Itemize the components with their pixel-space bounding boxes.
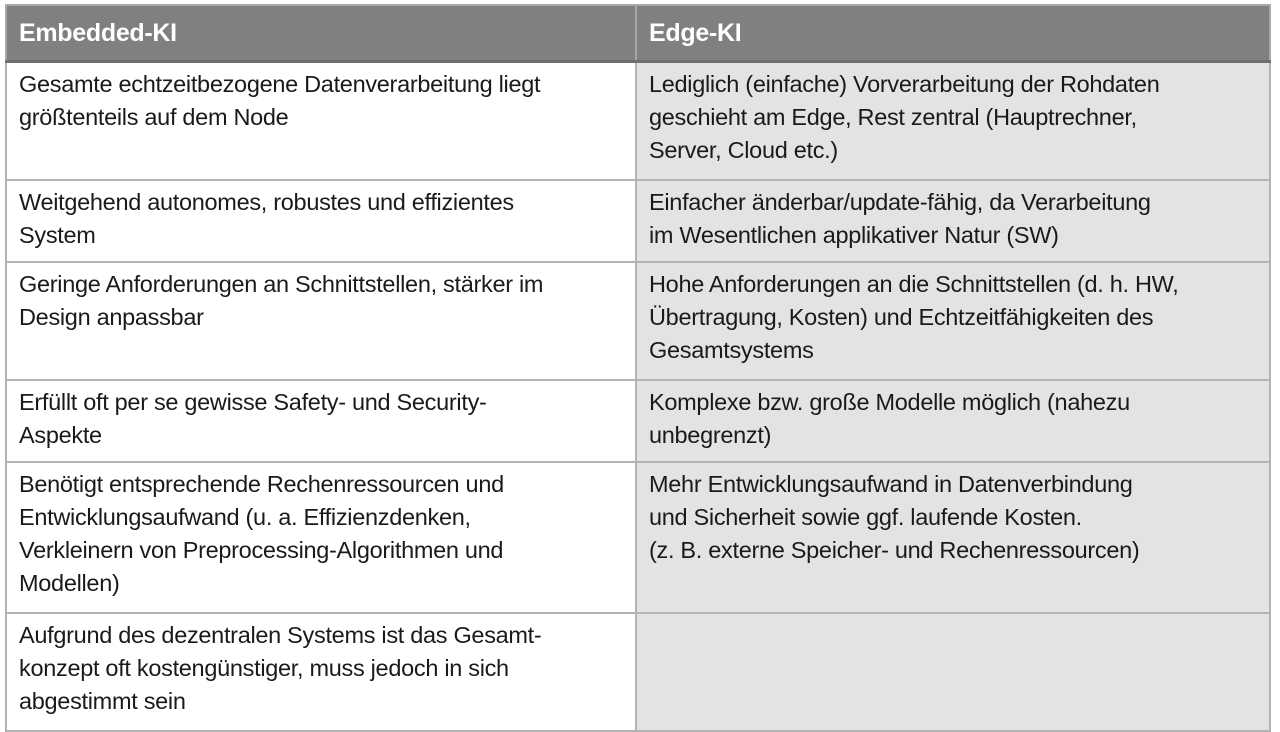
embedded-ki-cell [6,613,636,731]
cell-text: Komplexe bzw. große Modelle möglich (nahezu unbegrenzt) [649,389,1130,448]
edge-ki-cell [636,62,1270,181]
header-edge-ki: Edge-KI [636,5,1270,62]
header-embedded-ki: Embedded-KI [6,5,636,62]
edge-ki-cell-empty [636,613,1270,731]
embedded-ki-cell [6,380,636,462]
embedded-ki-cell [6,462,636,613]
table-row [6,462,1270,613]
table-row [6,62,1270,181]
cell-text: Mehr Entwicklungsaufwand in Datenverbindung und Sicherheit sowie ggf. laufende Kosten. (z. B. externe Speicher- und Rechenressourcen) [649,471,1140,563]
edge-ki-cell [636,380,1270,462]
embedded-ki-cell [6,180,636,262]
edge-ki-cell [636,180,1270,262]
table-row [6,380,1270,462]
table-header-row [6,5,1270,62]
cell-text: Einfacher änderbar/update-fähig, da Verarbeitung im Wesentlichen applikativer Natur (SW) [649,189,1151,248]
embedded-ki-cell [6,62,636,181]
cell-text: Weitgehend autonomes, robustes und effizientes System [19,189,514,248]
edge-ki-cell [636,262,1270,380]
table-row [6,262,1270,380]
embedded-ki-cell [6,262,636,380]
cell-text: Gesamte echtzeitbezogene Datenverarbeitung liegt größtenteils auf dem Node [19,71,541,130]
cell-text: Erfüllt oft per se gewisse Safety- und Security- Aspekte [19,389,487,448]
comparison-table-container [5,4,1269,732]
table-row [6,613,1270,731]
cell-text: Geringe Anforderungen an Schnittstellen, stärker im Design anpassbar [19,271,544,330]
comparison-table [5,4,1271,732]
cell-text: Aufgrund des dezentralen Systems ist das Gesamt- konzept oft kostengünstiger, muss jedoch in sich abgestimmt sein [19,622,542,714]
table-row [6,180,1270,262]
cell-text: Hohe Anforderungen an die Schnittstellen (d. h. HW, Übertragung, Kosten) und Echtzeitfähigkeiten des Gesamtsystems [649,271,1179,363]
cell-text: Benötigt entsprechende Rechenressourcen und Entwicklungsaufwand (u. a. Effizienzdenken, Verkleinern von Preprocessing-Algorithmen und Modellen) [19,471,504,596]
cell-text: Lediglich (einfache) Vorverarbeitung der Rohdaten geschieht am Edge, Rest zentral (Hauptrechner, Server, Cloud etc.) [649,71,1160,163]
edge-ki-cell [636,462,1270,613]
